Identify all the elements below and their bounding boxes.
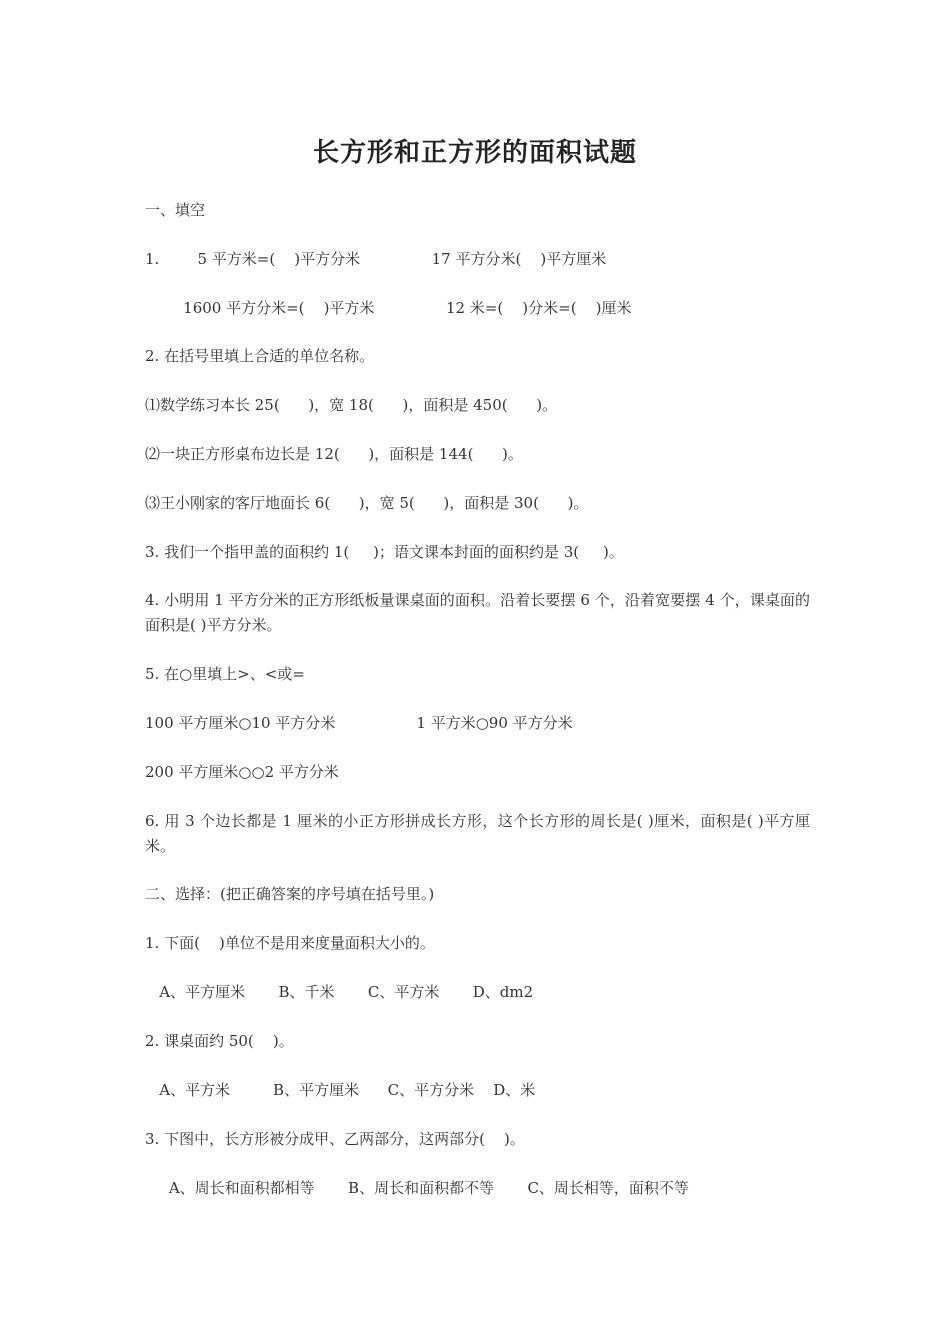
question-5: 5. 在○里填上>、<或= xyxy=(145,665,305,683)
question-5-line-a: 100 平方厘米○10 平方分米 1 平方米○90 平方分米 xyxy=(145,714,573,732)
question-1-line-b: 1600 平方分米=( )平方米 12 米=( )分米=( )厘米 xyxy=(145,299,632,317)
section-heading-fill-blank: 一、填空 xyxy=(145,201,206,219)
section-heading-choice: 二、选择：(把正确答案的序号填在括号里。) xyxy=(145,885,435,903)
page-title: 长方形和正方形的面积试题 xyxy=(312,138,637,168)
choice-question-2: 2. 课桌面约 50( )。 xyxy=(145,1032,294,1050)
question-3: 3. 我们一个指甲盖的面积约 1( )；语文课本封面的面积约是 3( )。 xyxy=(145,543,624,561)
question-2-part-2: ⑵一块正方形桌布边长是 12( )，面积是 144( )。 xyxy=(145,445,523,463)
choice-question-1: 1. 下面( )单位不是用来度量面积大小的。 xyxy=(145,934,435,952)
question-2-part-3: ⑶王小刚家的客厅地面长 6( )，宽 5( )，面积是 30( )。 xyxy=(145,494,589,512)
question-6: 6. 用 3 个边长都是 1 厘米的小正方形拼成长方形，这个长方形的周长是( )厘米，面积是( )平方厘米。 xyxy=(145,812,810,855)
question-2: 2. 在括号里填上合适的单位名称。 xyxy=(145,347,375,365)
choice-question-3-options: A、周长和面积都相等 B、周长和面积都不等 C、周长相等，面积不等 xyxy=(145,1179,689,1197)
choice-question-1-options: A、平方厘米 B、千米 C、平方米 D、dm2 xyxy=(145,983,534,1001)
question-2-part-1: ⑴数学练习本长 25( )，宽 18( )，面积是 450( )。 xyxy=(145,396,558,414)
choice-question-2-options: A、平方米 B、平方厘米 C、平方分米 D、米 xyxy=(145,1081,536,1099)
question-4: 4. 小明用 1 平方分米的正方形纸板量课桌面的面积。沿着长要摆 6 个，沿着宽要摆 4 个，课桌面的面积是( )平方分米。 xyxy=(145,591,810,634)
choice-question-3: 3. 下图中，长方形被分成甲、乙两部分，这两部分( )。 xyxy=(145,1130,525,1148)
question-1-line-a: 1. 5 平方米=( )平方分米 17 平方分米( )平方厘米 xyxy=(145,250,607,268)
question-5-line-b: 200 平方厘米○○2 平方分米 xyxy=(145,763,339,781)
